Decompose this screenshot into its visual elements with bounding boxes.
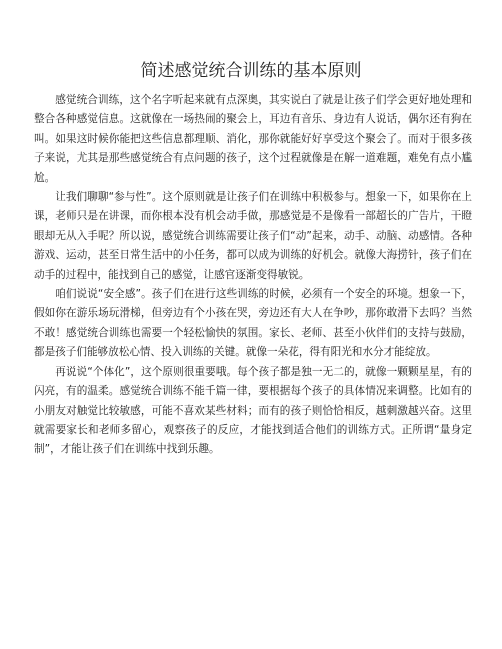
document-title: 简述感觉统合训练的基本原则: [140, 61, 362, 81]
paragraph-intro: 感觉统合训练，这个名字听起来就有点深奥，其实说白了就是让孩子们学会更好地处理和整合各种感觉信息。这就像在一场热闹的聚会上，耳边有音乐、身边有人说话，偶尔还有狗在叫。如果这时候你能把这些信息都理顺、消化，那你就能好好享受这个聚会了。而对于很多孩子来说，尤其是那些感觉统合有点问题的孩子，这个过程就像是在解一道难题，难免有点小尴尬。: [34, 94, 472, 184]
document-body: [34, 91, 472, 460]
paragraph-safety: 咱们说说“安全感”。孩子们在进行这些训练的时候，必须有一个安全的环境。想象一下，假如你在游乐场玩滑梯，但旁边有个小孩在哭，旁边还有大人在争吵，那你敢滑下去吗？当然不敢！感觉统合训练也需要一个轻松愉快的氛围。家长、老师、甚至小伙伴们的支持与鼓励，都是孩子们能够放松心情、投入训练的关键。就像一朵花，得有阳光和水分才能绽放。: [34, 288, 472, 359]
paragraph-individualization: 再说说“个体化”，这个原则很重要哦。每个孩子都是独一无二的，就像一颗颗星星，有的闪亮，有的温柔。感觉统合训练不能千篇一律，要根据每个孩子的具体情况来调整。比如有的小朋友对触觉比较敏感，可能不喜欢某些材料；而有的孩子则恰恰相反，越刺激越兴奋。这里就需要家长和老师多留心，观察孩子的反应，才能找到适合他们的训练方式。正所谓“量身定制”，才能让孩子们在训练中找到乐趣。: [34, 365, 472, 456]
paragraph-participation: 让我们聊聊“参与性”。这个原则就是让孩子们在训练中积极参与。想象一下，如果你在上课，老师只是在讲课，而你根本没有机会动手做，那感觉是不是像看一部超长的广告片，干瞪眼却无从入手呢？所以说，感觉统合训练需要让孩子们“动”起来，动手、动脑、动感情。各种游戏、运动，甚至日常生活中的小任务，都可以成为训练的好机会。就像大海捞针，孩子们在动手的过程中，能找到自己的感觉，让感官逐渐变得敏锐。: [34, 191, 472, 281]
